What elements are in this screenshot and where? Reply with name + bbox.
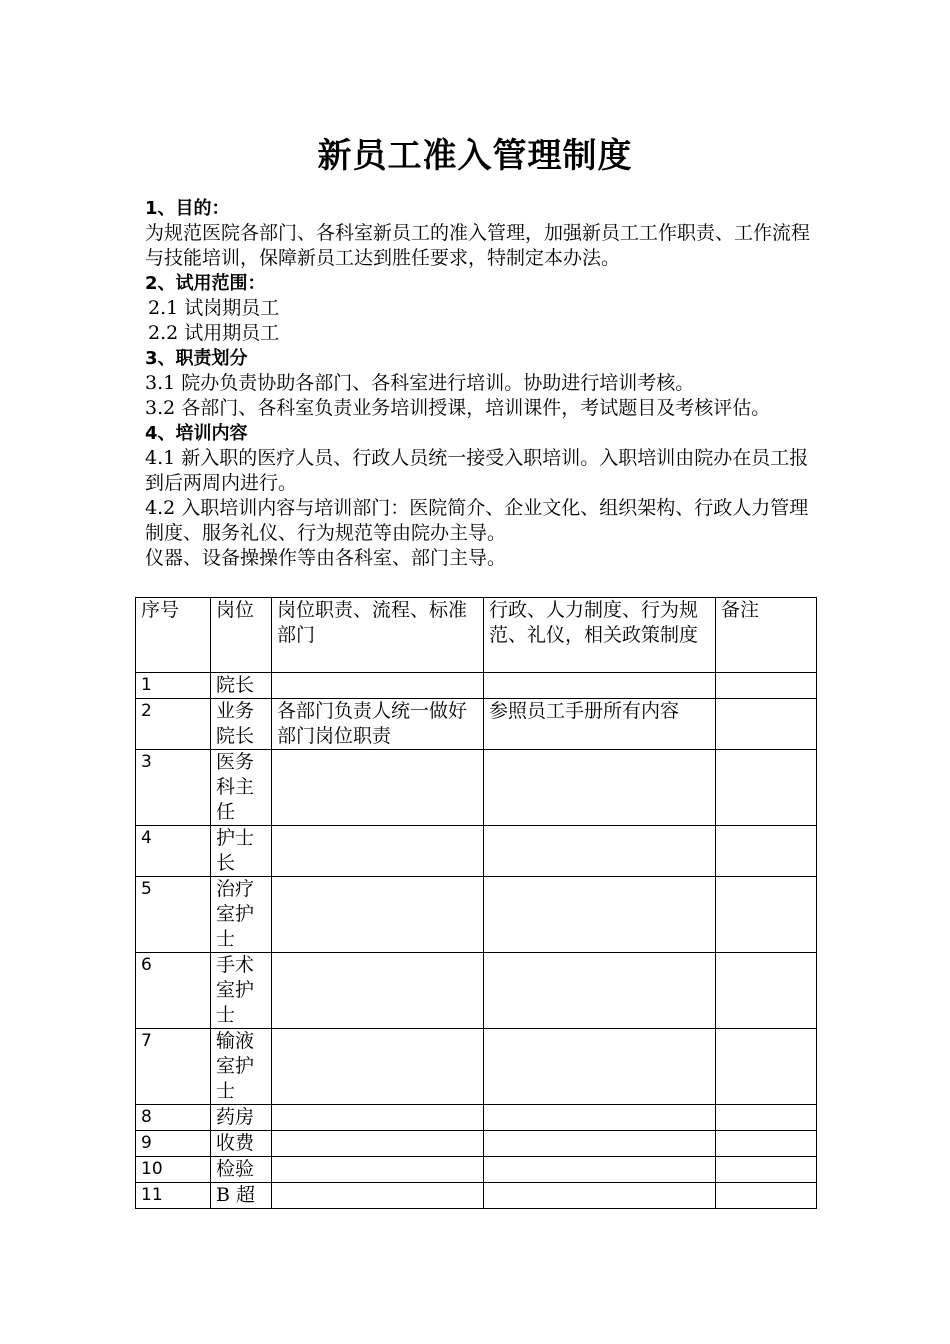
cell-duty: [272, 877, 484, 953]
cell-policy: 参照员工手册所有内容: [484, 699, 716, 750]
cell-no: 4: [136, 826, 211, 877]
cell-post: B 超: [211, 1183, 272, 1209]
table-row: [136, 1029, 817, 1105]
cell-policy: [484, 673, 716, 699]
cell-no: 1: [136, 673, 211, 699]
cell-no: 10: [136, 1157, 211, 1183]
section-1-text: 为规范医院各部门、各科室新员工的准入管理，加强新员工工作职责、工作流程与技能培训，保障新员工达到胜任要求，特制定本办法。: [145, 222, 811, 269]
document-body: [145, 196, 825, 571]
section-4-item-2: 4.2 入职培训内容与培训部门：医院简介、企业文化、组织架构、行政人力管理制度、服务礼仪、行为规范等由院办主导。: [145, 497, 809, 544]
cell-policy: [484, 1157, 716, 1183]
section-1-heading: 1、目的：: [145, 198, 230, 219]
cell-post: 院长: [211, 673, 272, 699]
cell-duty: [272, 1029, 484, 1105]
header-note: 备注: [716, 598, 817, 673]
cell-duty: [272, 1105, 484, 1131]
header-no: 序号: [136, 598, 211, 673]
section-2-heading: 2、试用范围：: [145, 273, 266, 294]
section-2-item-1: 2.1 试岗期员工: [148, 297, 280, 319]
cell-post: 治疗室护士: [211, 877, 272, 953]
cell-duty: [272, 673, 484, 699]
cell-duty: [272, 1157, 484, 1183]
table-row: [136, 1131, 817, 1157]
cell-no: 5: [136, 877, 211, 953]
training-table: [135, 597, 817, 1209]
cell-note: [716, 953, 817, 1029]
cell-post: 护士长: [211, 826, 272, 877]
cell-note: [716, 1157, 817, 1183]
section-3-item-1: 3.1 院办负责协助各部门、各科室进行培训。协助进行培训考核。: [145, 372, 695, 394]
cell-no: 11: [136, 1183, 211, 1209]
cell-note: [716, 1029, 817, 1105]
cell-no: 8: [136, 1105, 211, 1131]
header-policy: 行政、人力制度、行为规范、礼仪，相关政策制度: [484, 598, 716, 673]
section-4-heading: 4、培训内容: [145, 423, 248, 444]
table-row: [136, 953, 817, 1029]
table-row: [136, 1183, 817, 1209]
cell-no: 7: [136, 1029, 211, 1105]
cell-note: [716, 1183, 817, 1209]
cell-duty: [272, 1131, 484, 1157]
cell-post: 检验: [211, 1157, 272, 1183]
cell-no: 2: [136, 699, 211, 750]
cell-post: 手术室护士: [211, 953, 272, 1029]
cell-policy: [484, 1105, 716, 1131]
cell-note: [716, 1105, 817, 1131]
section-3-heading: 3、职责划分: [145, 348, 248, 369]
section-3-item-2: 3.2 各部门、各科室负责业务培训授课，培训课件，考试题目及考核评估。: [145, 397, 771, 419]
cell-policy: [484, 1183, 716, 1209]
section-4-item-3: 仪器、设备操操作等由各科室、部门主导。: [145, 547, 507, 569]
cell-duty: [272, 1183, 484, 1209]
table-header-row: [136, 598, 817, 673]
table-row: [136, 877, 817, 953]
cell-duty: 各部门负责人统一做好部门岗位职责: [272, 699, 484, 750]
table-row: [136, 826, 817, 877]
header-duty: 岗位职责、流程、标准部门: [272, 598, 484, 673]
cell-note: [716, 750, 817, 826]
cell-policy: [484, 750, 716, 826]
cell-policy: [484, 953, 716, 1029]
cell-duty: [272, 953, 484, 1029]
cell-duty: [272, 750, 484, 826]
cell-post: 业务院长: [211, 699, 272, 750]
page-title: 新员工准入管理制度: [317, 136, 633, 176]
cell-no: 3: [136, 750, 211, 826]
cell-policy: [484, 1131, 716, 1157]
section-2-item-2: 2.2 试用期员工: [148, 322, 280, 344]
section-4-item-1: 4.1 新入职的医疗人员、行政人员统一接受入职培训。入职培训由院办在员工报到后两周内进行。: [145, 447, 809, 494]
table-row: [136, 1157, 817, 1183]
cell-post: 药房: [211, 1105, 272, 1131]
cell-policy: [484, 826, 716, 877]
table-row: [136, 750, 817, 826]
cell-note: [716, 673, 817, 699]
cell-policy: [484, 1029, 716, 1105]
table-row: [136, 673, 817, 699]
cell-no: 6: [136, 953, 211, 1029]
table-row: [136, 1105, 817, 1131]
cell-duty: [272, 826, 484, 877]
cell-post: 输液室护士: [211, 1029, 272, 1105]
cell-note: [716, 826, 817, 877]
cell-post: 收费: [211, 1131, 272, 1157]
cell-note: [716, 699, 817, 750]
header-post: 岗位: [211, 598, 272, 673]
cell-policy: [484, 877, 716, 953]
cell-post: 医务科主任: [211, 750, 272, 826]
cell-note: [716, 1131, 817, 1157]
cell-no: 9: [136, 1131, 211, 1157]
cell-note: [716, 877, 817, 953]
table-row: [136, 699, 817, 750]
